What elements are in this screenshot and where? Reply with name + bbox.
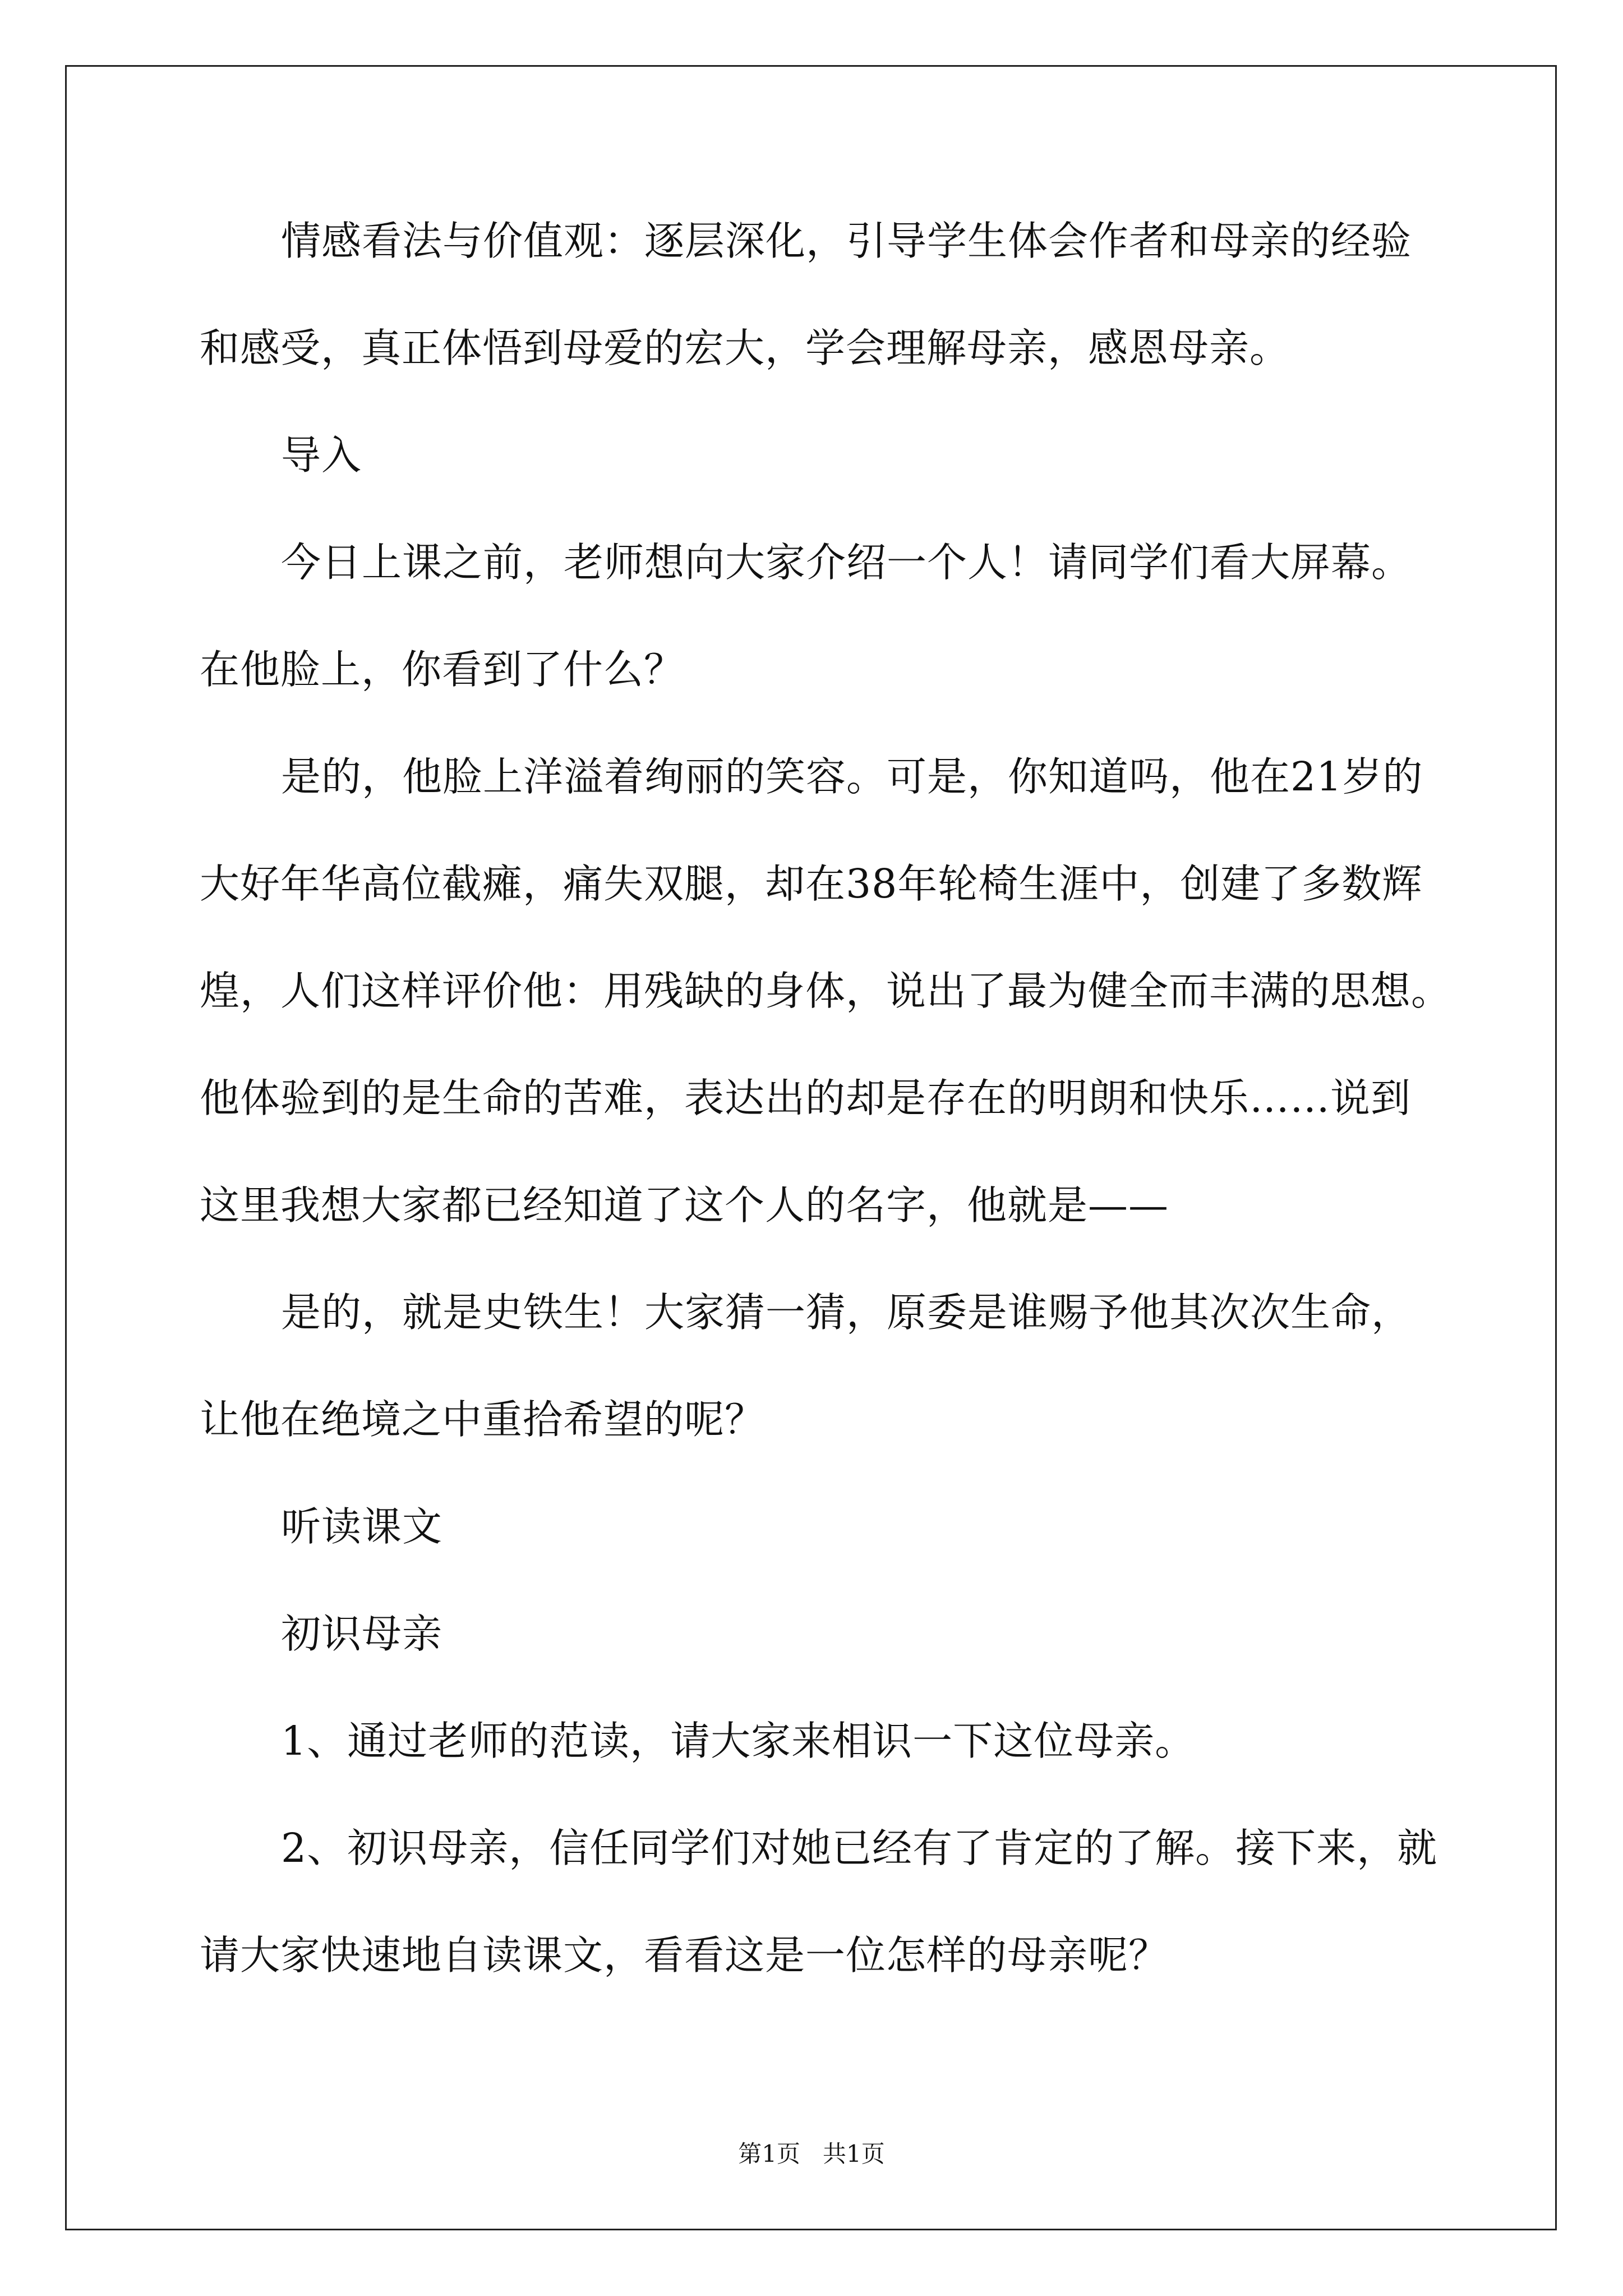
paragraph-line: 大好年华高位截瘫，痛失双腿，却在38年轮椅生涯中，创建了多数辉 — [200, 861, 1423, 907]
paragraph-line: 2、初识母亲，信任同学们对她已经有了肯定的了解。接下来，就 — [281, 1825, 1438, 1871]
paragraph-line: 是的，他脸上洋溢着绚丽的笑容。可是，你知道吗，他在21岁的 — [281, 753, 1423, 800]
section-heading: 导入 — [281, 432, 362, 478]
paragraph-line: 今日上课之前，老师想向大家介绍一个人！请同学们看大屏幕。 — [281, 539, 1412, 586]
paragraph-line: 让他在绝境之中重拾希望的呢？ — [200, 1396, 766, 1443]
section-heading: 听读课文 — [281, 1503, 443, 1550]
section-heading: 初识母亲 — [281, 1611, 443, 1657]
paragraph-line: 和感受，真正体悟到母爱的宏大，学会理解母亲，感恩母亲。 — [200, 325, 1290, 371]
paragraph-line: 在他脸上，你看到了什么？ — [200, 646, 685, 693]
paragraph-line: 这里我想大家都已经知道了这个人的名字，他就是—— — [200, 1182, 1169, 1228]
page-number-footer: 第1页 共1页 — [738, 2140, 885, 2168]
paragraph-line: 他体验到的是生命的苦难，表达出的却是存在的明朗和快乐……说到 — [200, 1075, 1412, 1121]
paragraph-line: 1、通过老师的范读，请大家来相识一下这位母亲。 — [281, 1718, 1196, 1764]
paragraph-line: 情感看法与价值观：逐层深化，引导学生体会作者和母亲的经验 — [281, 218, 1412, 264]
paragraph-line: 是的，就是史铁生！大家猜一猜，原委是谁赐予他其次次生命， — [281, 1289, 1412, 1336]
paragraph-line: 煌，人们这样评价他：用残缺的身体，说出了最为健全而丰满的思想。 — [200, 968, 1452, 1014]
paragraph-line: 请大家快速地自读课文，看看这是一位怎样的母亲呢？ — [200, 1932, 1169, 1978]
page-border — [65, 65, 1557, 2230]
